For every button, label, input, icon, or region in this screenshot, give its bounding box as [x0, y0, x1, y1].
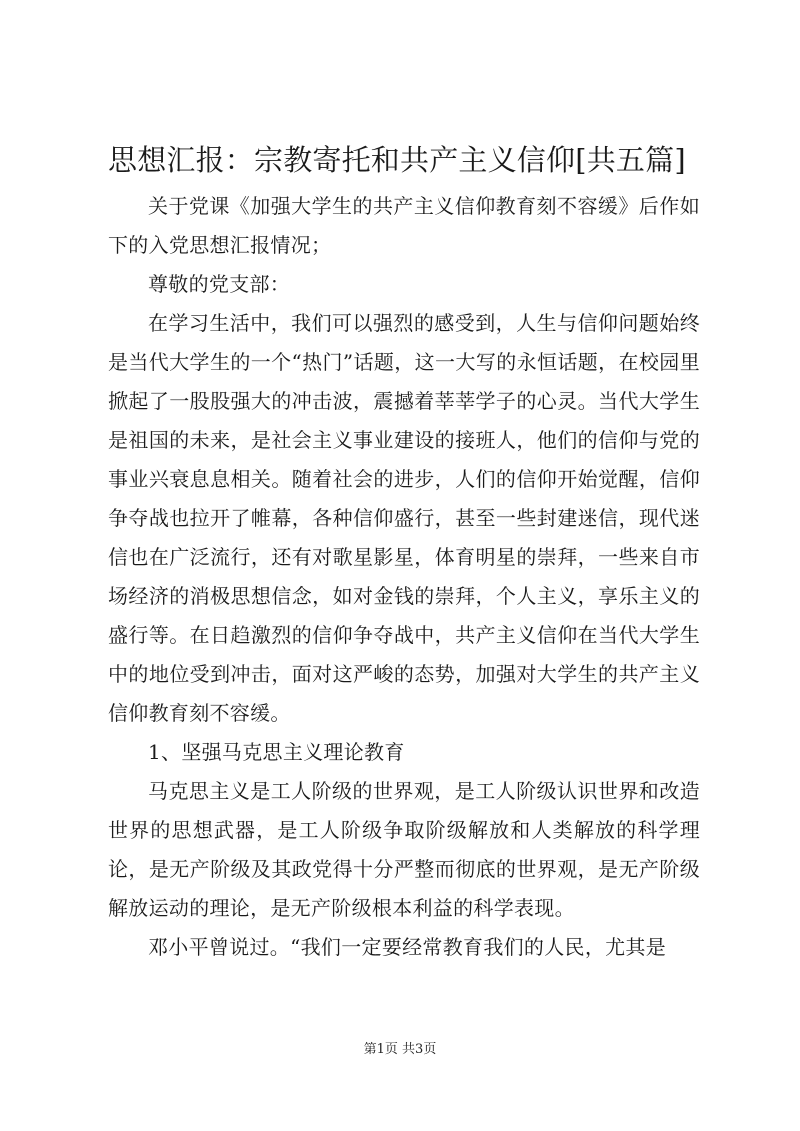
paragraph-marxism: 马克思主义是工人阶级的世界观，是工人阶级认识世界和改造世界的思想武器，是工人阶级争取阶级解放和人类解放的科学理论，是无产阶级及其政党得十分严整而彻底的世界观，是无产阶级解放运动的理论，是无产阶级根本利益的科学表现。	[108, 779, 700, 920]
paragraph-main: 在学习生活中，我们可以强烈的感受到，人生与信仰问题始终是当代大学生的一个“热门”话题，这一大写的永恒话题，在校园里掀起了一股股强大的冲击波，震撼着莘莘学子的心灵。当代大学生是祖国的未来，是社会主义事业建设的接班人，他们的信仰与党的事业兴衰息息相关。随着社会的进步，人们的信仰开始觉醒，信仰争夺战也拉开了帷幕，各种信仰盛行，甚至一些封建迷信，现代迷信也在广泛流行，还有对歌星影星，体育明星的崇拜，一些来自市场经济的消极思想信念，如对金钱的崇拜，个人主义，享乐主义的盛行等。在日趋激烈的信仰争夺战中，共产主义信仰在当代大学生中的地位受到冲击，面对这严峻的态势，加强对大学生的共产主义信仰教育刻不容缓。	[108, 311, 700, 725]
document-title: 思想汇报：宗教寄托和共产主义信仰[共五篇]	[108, 143, 686, 177]
paragraph-salutation: 尊敬的党支部：	[148, 272, 291, 296]
paragraph-intro: 关于党课《加强大学生的共产主义信仰教育刻不容缓》后作如下的入党思想汇报情况；	[108, 194, 700, 257]
page-footer: 第1页 共3页	[363, 1042, 437, 1057]
document-body	[108, 187, 700, 967]
paragraph-quote: 邓小平曾说过。“我们一定要经常教育我们的人民，尤其是	[148, 935, 667, 959]
paragraph-section-heading: 1、坚强马克思主义理论教育	[148, 740, 405, 764]
